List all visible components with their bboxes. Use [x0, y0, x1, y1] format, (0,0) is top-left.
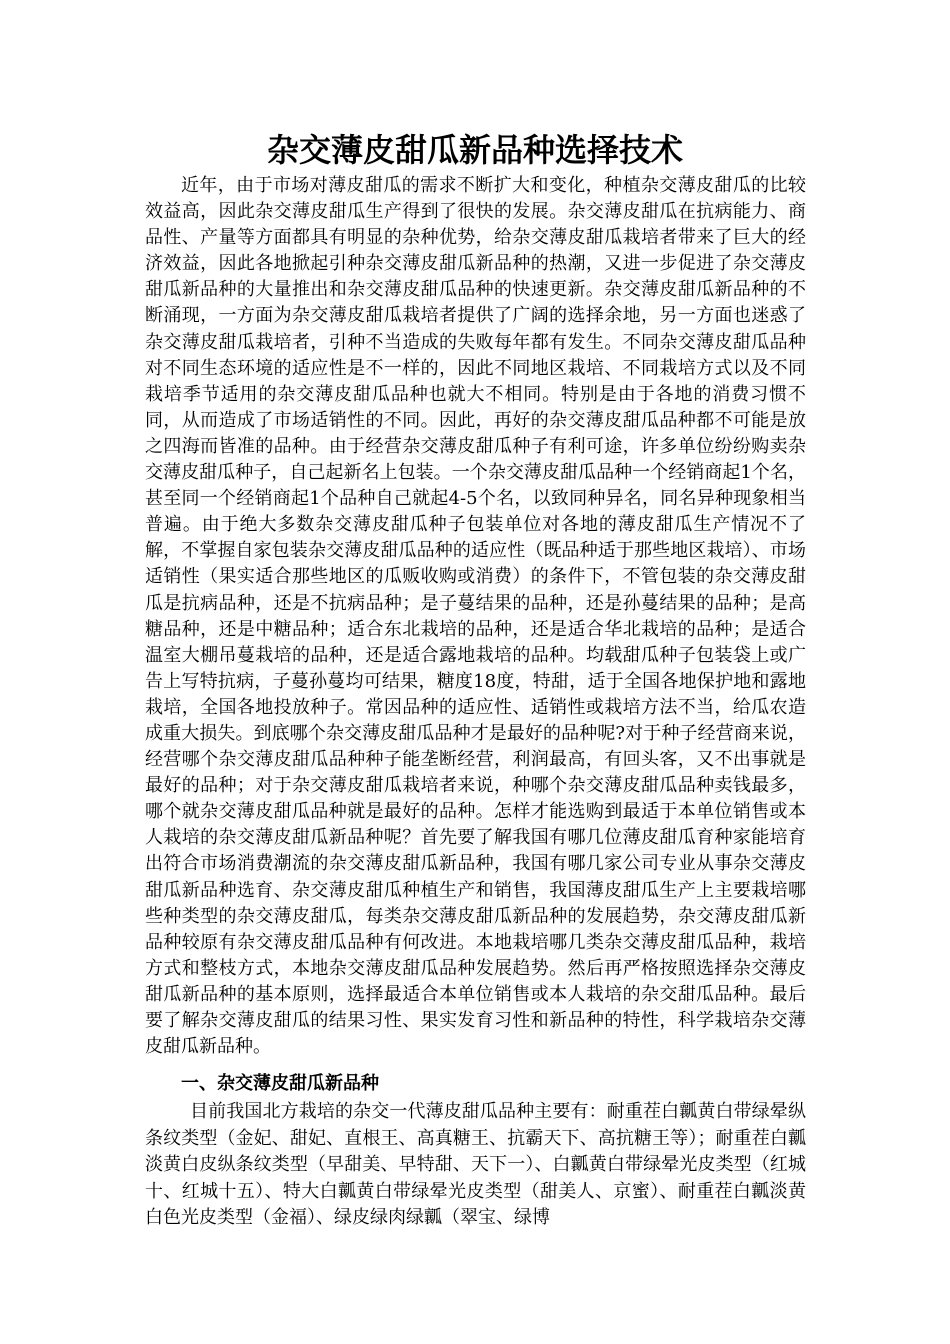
section-heading-new-varieties: 一、杂交薄皮甜瓜新品种 [181, 1073, 379, 1094]
section-paragraph-new-varieties: 目前我国北方栽培的杂交一代薄皮甜瓜品种主要有：耐重茬白瓤黄白带绿晕纵条纹类型（金妃、甜妃、直根王、高真糖王、抗霸天下、高抗糖王等）；耐重茬白瓤淡黄白皮纵条纹类型（早甜美、早特甜、天下一）、白瓤黄白带绿晕光皮类型（红城十、红城十五）、特大白瓤黄白带绿晕光皮类型（甜美人、京蜜）、耐重茬白瓤淡黄白色光皮类型（金福）、绿皮绿肉绿瓤（翠宝、绿博 [145, 1101, 806, 1228]
intro-paragraph: 近年，由于市场对薄皮甜瓜的需求不断扩大和变化，种植杂交薄皮甜瓜的比较效益高，因此杂交薄皮甜瓜生产得到了很快的发展。杂交薄皮甜瓜在抗病能力、商品性、产量等方面都具有明显的杂种优势，给杂交薄皮甜瓜栽培者带来了巨大的经济效益，因此各地掀起引种杂交薄皮甜瓜新品种的热潮，又进一步促进了杂交薄皮甜瓜新品种的大量推出和杂交薄皮甜瓜品种的快速更新。杂交薄皮甜瓜新品种的不断涌现，一方面为杂交薄皮甜瓜栽培者提供了广阔的选择余地，另一方面也迷惑了杂交薄皮甜瓜栽培者，引种不当造成的失败每年都有发生。不同杂交薄皮甜瓜品种对不同生态环境的适应性是不一样的，因此不同地区栽培、不同栽培方式以及不同栽培季节适用的杂交薄皮甜瓜品种也就大不相同。特别是由于各地的消费习惯不同，从而造成了市场适销性的不同。因此，再好的杂交薄皮甜瓜品种都不可能是放之四海而皆准的品种。由于经营杂交薄皮甜瓜种子有利可途，许多单位纷纷购卖杂交薄皮甜瓜种子，自己起新名上包装。一个杂交薄皮甜瓜品种一个经销商起1个名，甚至同一个经销商起1个品种自己就起4-5个名，以致同种异名，同名异种现象相当普遍。由于绝大多数杂交薄皮甜瓜种子包装单位对各地的薄皮甜瓜生产情况不了解，不掌握自家包装杂交薄皮甜瓜品种的适应性（既品种适于那些地区栽培）、市场适销性（果实适合那些地区的瓜贩收购或消费）的条件下，不管包装的杂交薄皮甜瓜是抗病品种，还是不抗病品种；是子蔓结果的品种，还是孙蔓结果的品种；是高糖品种，还是中糖品种；适合东北栽培的品种，还是适合华北栽培的品种；是适合温室大棚吊蔓栽培的品种，还是适合露地栽培的品种。均载甜瓜种子包装袋上或广告上写特抗病，子蔓孙蔓均可结果，糖度18度，特甜，适于全国各地保护地和露地栽培，全国各地投放种子。常因品种的适应性、适销性或栽培方法不当，给瓜农造成重大损失。到底哪个杂交薄皮甜瓜品种才是最好的品种呢?对于种子经营商来说，经营哪个杂交薄皮甜瓜品种种子能垄断经营，利润最高，有回头客，又不出事就是最好的品种；对于杂交薄皮甜瓜栽培者来说，种哪个杂交薄皮甜瓜品种卖钱最多，哪个就杂交薄皮甜瓜品种就是最好的品种。怎样才能选购到最适于本单位销售或本人栽培的杂交薄皮甜瓜新品种呢？首先要了解我国有哪几位薄皮甜瓜育种家能培育出符合市场消费潮流的杂交薄皮甜瓜新品种，我国有哪几家公司专业从事杂交薄皮甜瓜新品种选育、杂交薄皮甜瓜种植生产和销售，我国薄皮甜瓜生产上主要栽培哪些种类型的杂交薄皮甜瓜，每类杂交薄皮甜瓜新品种的发展趋势，杂交薄皮甜瓜新品种较原有杂交薄皮甜瓜品种有何改进。本地栽培哪几类杂交薄皮甜瓜品种，栽培方式和整枝方式，本地杂交薄皮甜瓜品种发展趋势。然后再严格按照选择杂交薄皮甜瓜新品种的基本原则，选择最适合本单位销售或本人栽培的杂交甜瓜品种。最后要了解杂交薄皮甜瓜的结果习性、果实发育习性和新品种的特性，科学栽培杂交薄皮甜瓜新品种。 [145, 175, 806, 1058]
document-title: 杂交薄皮甜瓜新品种选择技术 [266, 131, 683, 169]
